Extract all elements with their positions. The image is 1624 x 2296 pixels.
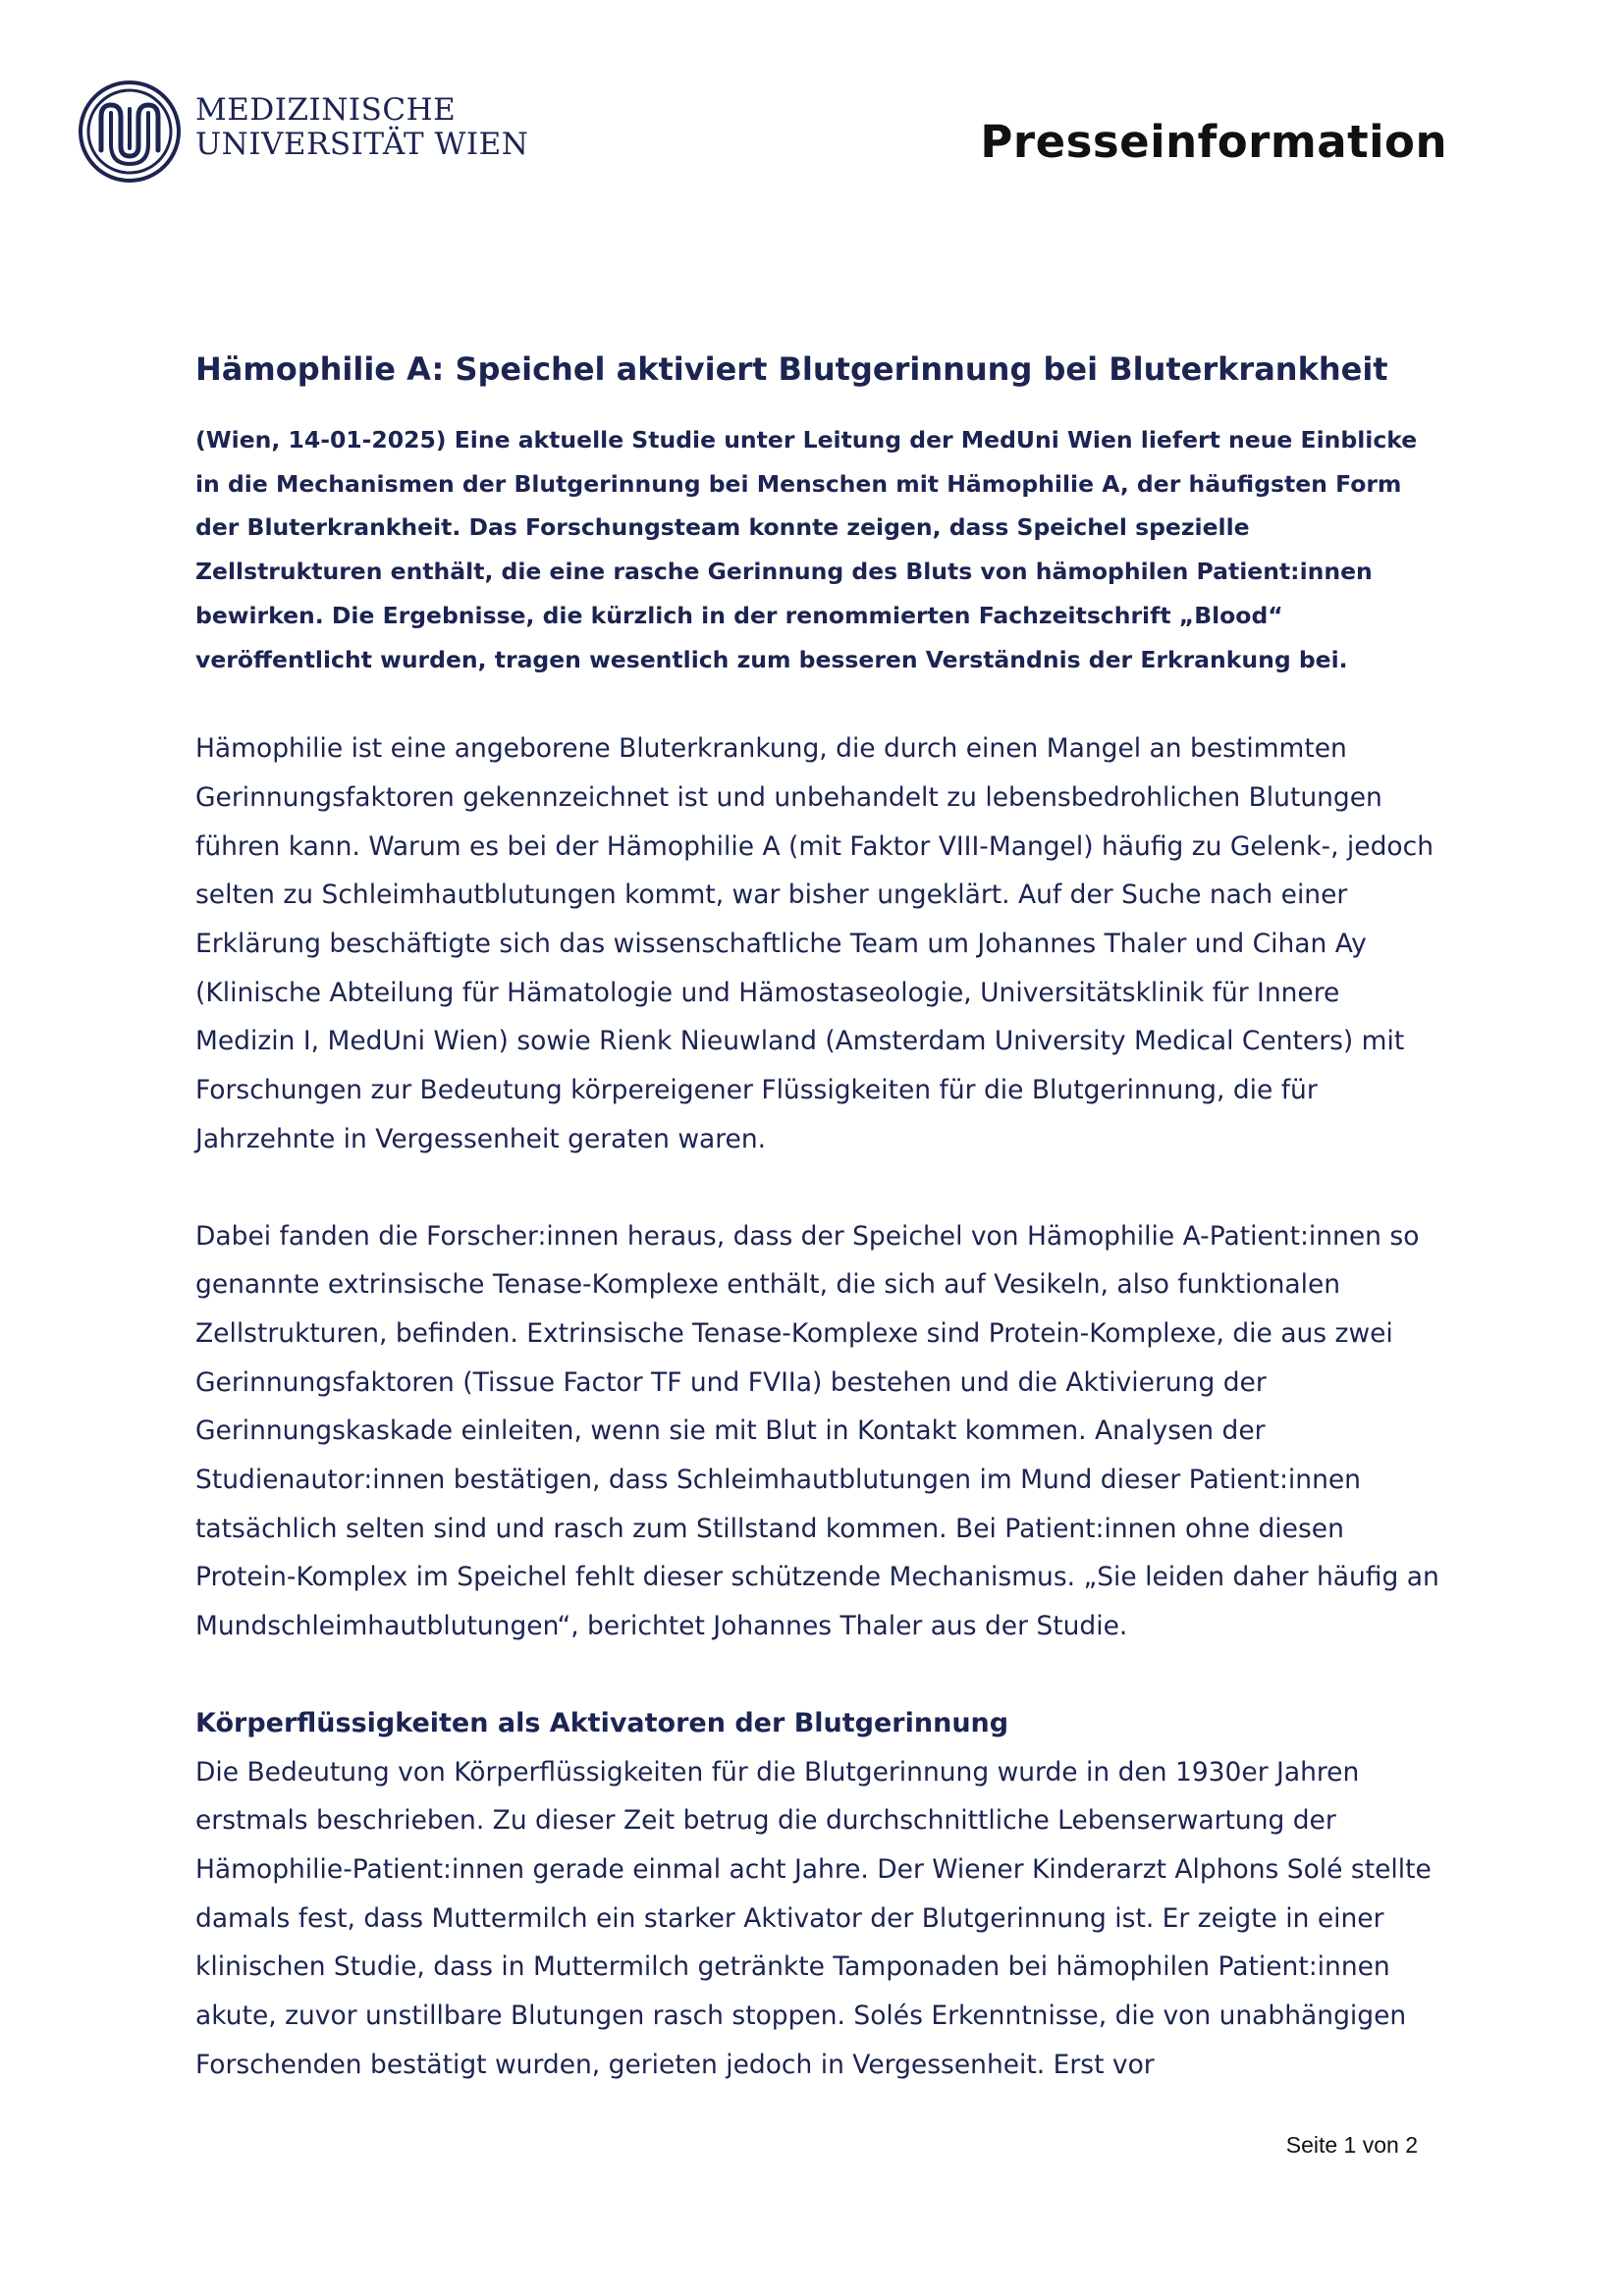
page-number: Seite 1 von 2 [1285, 2132, 1418, 2158]
section-heading: Körperflüssigkeiten als Aktivatoren der Blutgerinnung [195, 1707, 1009, 1738]
logo-line-2: UNIVERSITÄT WIEN [195, 127, 529, 162]
meduni-logo [78, 80, 529, 186]
paragraph-2: Dabei fanden die Forscher:innen heraus, dass der Speichel von Hämophilie A-Patient:innen so genannte extrinsische Tenase-Komplexe enthält, die sich auf Vesikeln, also funktionalen Zellstrukturen, befinden. Extrinsische Tenase-Komplexe sind Protein-Komplexe, die aus zwei Gerinnungsfaktoren (Tissue Factor TF und FVIIa) bestehen und die Aktivierung der Gerinnungskaskade einleiten, wenn sie mit Blut in Kontakt kommen. Analysen der Studienautor:innen bestätigen, dass Schleimhautblutungen im Mund dieser Patient:innen tatsächlich selten sind und rasch zum Stillstand kommen. Bei Patient:innen ohne diesen Protein-Komplex im Speichel fehlt dieser schützende Mechanismus. „Sie leiden daher häufig an Mundschleimhautblutungen“, berichtet Johannes Thaler aus der Studie. [195, 1220, 1439, 1642]
logo-line-1: MEDIZINISCHE [195, 92, 457, 128]
article-headline: Hämophilie A: Speichel aktiviert Blutgerinnung bei Bluterkrankheit [195, 350, 1388, 388]
paragraph-1: Hämophilie ist eine angeborene Bluterkrankung, die durch einen Mangel an bestimmten Gerinnungsfaktoren gekennzeichnet ist und unbehandelt zu lebensbedrohlichen Blutungen führen kann. Warum es bei der Hämophilie A (mit Faktor VIII-Mangel) häufig zu Gelenk-, jedoch selten zu Schleimhautblutungen kommt, war bisher ungeklärt. Auf der Suche nach einer Erklärung beschäftigte sich das wissenschaftliche Team um Johannes Thaler und Cihan Ay (Klinische Abteilung für Hämatologie und Hämostaseologie, Universitätsklinik für Innere Medizin I, MedUni Wien) sowie Rienk Nieuwland (Amsterdam University Medical Centers) mit Forschungen zur Bedeutung körpereigener Flüssigkeiten für die Blutgerinnung, die für Jahrzehnte in Vergessenheit geraten waren. [195, 733, 1435, 1154]
logo-wordmark [195, 93, 528, 162]
article-body [195, 346, 1442, 2138]
paragraph-3: Die Bedeutung von Körperflüssigkeiten für die Blutgerinnung wurde in den 1930er Jahren erstmals beschrieben. Zu dieser Zeit betrug die durchschnittliche Lebenserwartung der Hämophilie-Patient:innen gerade einmal acht Jahre. Der Wiener Kinderarzt Alphons Solé stellte damals fest, dass Muttermilch ein starker Aktivator der Blutgerinnung ist. Er zeigte in einer klinischen Studie, dass in Muttermilch getränkte Tamponaden bei hämophilen Patient:innen akute, zuvor unstillbare Blutungen rasch stoppen. Solés Erkenntnisse, die von unabhängigen Forschenden bestätigt wurden, gerieten jedoch in Vergessenheit. Erst vor [195, 1756, 1432, 2080]
document-type-title: Presseinformation [980, 116, 1447, 168]
meduni-emblem-icon [78, 80, 182, 184]
article-lead: (Wien, 14-01-2025) Eine aktuelle Studie unter Leitung der MedUni Wien liefert neue Einblicke in die Mechanismen der Blutgerinnung bei Menschen mit Hämophilie A, der häufigsten Form der Bluterkrankheit. Das Forschungsteam konnte zeigen, dass Speichel spezielle Zellstrukturen enthält, die eine rasche Gerinnung des Bluts von hämophilen Patient:innen bewirken. Die Ergebnisse, die kürzlich in der renommierten Fachzeitschrift „Blood“ veröffentlicht wurden, tragen wesentlich zum besseren Verständnis der Erkrankung bei. [195, 426, 1418, 673]
